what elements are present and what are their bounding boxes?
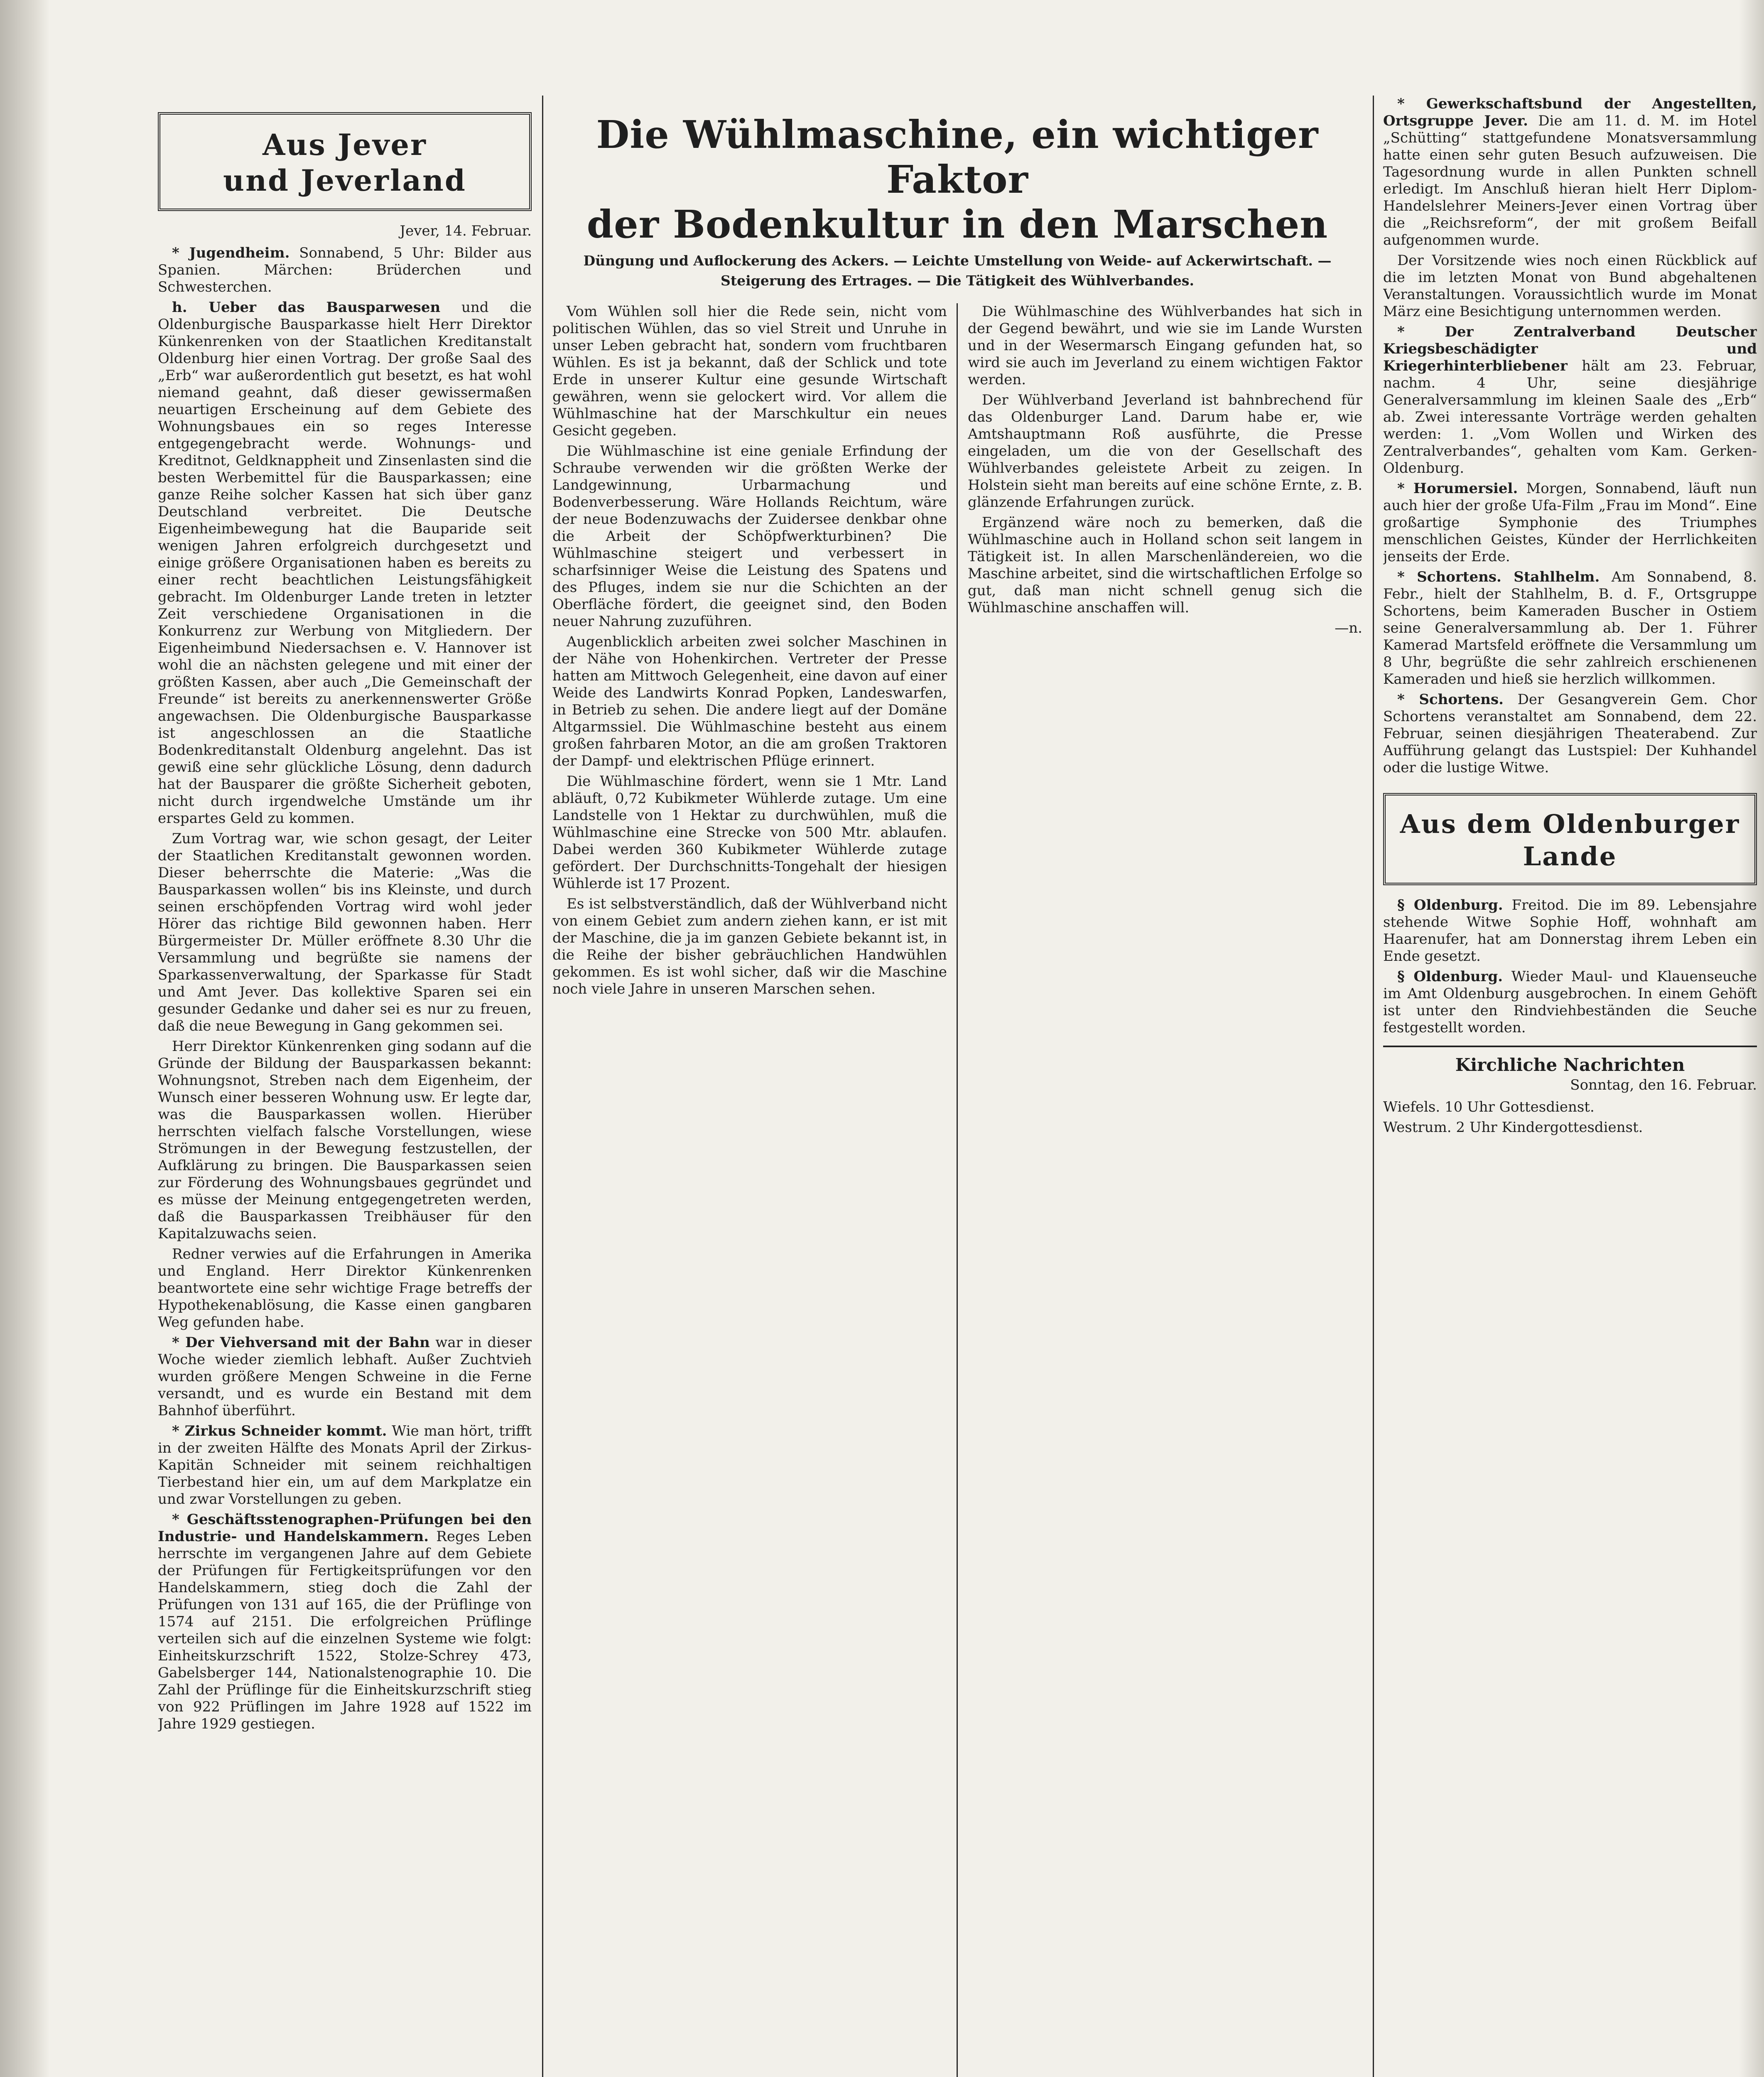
article-bausparwesen [158, 299, 532, 827]
article-subcolumn-left [552, 303, 947, 2077]
article-paragraph: Die Wühlmaschine des Wühlverbandes hat sich in der Gegend bewährt, und wie sie im Lande Wursten und in der Wesermarsch Eingang gefunden hat, so wird sie auch im Jeverland zu einem wichtigen Faktor werden. [968, 303, 1362, 388]
article-oldenburg-freitod [1383, 897, 1757, 965]
church-news-item: Wiefels. 10 Uhr Gottesdienst. [1383, 1099, 1595, 1115]
article-body: Wieder Maul- und Klauenseuche im Amt Oldenburg ausgebrochen. In einem Gehöft ist unter den Rindviehbeständen die Seuche festgestellt worden. [1383, 968, 1757, 1036]
center-article [552, 96, 1362, 2077]
dateline: Jever, 14. Februar. [400, 223, 532, 239]
article-lead: § Oldenburg. [1397, 968, 1503, 985]
section-banner-jever [158, 112, 532, 211]
article-schortens-stahlhelm [1383, 569, 1757, 688]
article-kriegsbeschaedigte [1383, 324, 1757, 477]
article-body: Der Gesangverein Gem. Chor Schortens veranstaltet am Sonnabend, dem 22. Februar, seinen diesjährigen Theaterabend. Zur Aufführung gelangt das Lustspiel: Der Kuhhandel oder die lustige Witwe. [1383, 691, 1757, 776]
column-rule [957, 303, 958, 2077]
article-body: Morgen, Sonnabend, läuft nun auch hier der große Ufa-Film „Frau im Mond“. Eine großartige Symphonie des Triumphes menschlichen Geistes, Künder der Herrlichkeiten jenseits der Erde. [1383, 480, 1757, 565]
article-paragraph: Die Wühlmaschine ist eine geniale Erfindung der Schraube verwenden wir die größten Werke der Landgewinnung, Urbarmachung und Bodenverbesserung. Wäre Hollands Reichtum, wäre der neue Bodenzuwachs der Zuidersee denkbar ohne die Arbeit der Schöpfwerkturbinen? Die Wühlmaschine steigert und verbessert in scharfsinniger Weise die Leistung des Spatens und des Pfluges, indem sie nur die Schichten an der Oberfläche fördert, die geeignet sind, den Boden neuer Nahrung zuzuführen. [552, 443, 947, 630]
article-lead: § Oldenburg. [1397, 897, 1503, 913]
article-jugendheim [158, 245, 532, 296]
article-paragraph: Der Wühlverband Jeverland ist bahnbrechend für das Oldenburger Land. Darum habe er, wie Amtshauptmann Roß ausführte, die Presse eingeladen, um die von der Gesellschaft des Wühlverbandes geleistete Arbeit zu zeigen. In Holstein sieht man bereits auf eine schöne Ernte, z. B. glänzende Erfahrungen zurück. [968, 392, 1362, 511]
article-columns [552, 303, 1362, 2077]
left-column [158, 96, 532, 2077]
article-body: Am Sonnabend, 8. Febr., hielt der Stahlhelm, B. d. F., Ortsgruppe Schortens, beim Kameraden Buscher in Ostiem seine Generalversammlung ab. Der 1. Führer Kamerad Martsfeld eröffnete die Versammlung um 8 Uhr, begrüßte die sehr zahlreich erschienenen Kameraden und hieß sie herzlich willkommen. [1383, 569, 1757, 687]
headline-line-2: der Bodenkultur in den Marschen [586, 202, 1328, 247]
article-schortens-gesang [1383, 691, 1757, 776]
article-paragraph: Vom Wühlen soll hier die Rede sein, nicht vom politischen Wühlen, das so viel Streit und Unruhe in unser Leben gebracht hat, sondern vom fruchtbaren Wühlen. Es ist ja bekannt, daß der Schlick und tote Erde in unserer Kultur eine gesunde Wirtschaft gewähren, wenn sie gelockert wird. Vor allem die Wühlmaschine hat der Marschkultur ein neues Gesicht gegeben. [552, 303, 947, 439]
article-lead: * Geschäftsstenographen-Prüfungen bei den Industrie- und Handelskammern. [158, 1511, 532, 1545]
article-body: Die am 11. d. M. im Hotel „Schütting“ stattgefundene Monatsversammlung hatte einen sehr guten Besuch aufzuweisen. Die Tagesordnung wurde in allen Punkten schnell erledigt. Im Anschluß hieran hielt Herr Diplom-Handelslehrer Meiners-Jever einen Vortrag über die „Reichsreform“, der mit großem Beifall aufgenommen wurde. [1383, 113, 1757, 248]
section-banner-oldenburg [1383, 793, 1757, 885]
article-paragraph: Augenblicklich arbeiten zwei solcher Maschinen in der Nähe von Hohenkirchen. Vertreter der Presse hatten am Mittwoch Gelegenheit, eine davon auf einer Weide des Landwirts Konrad Popken, Landeswarfen, in Betrieb zu sehen. Die andere liegt auf der Domäne Altgarmssiel. Die Wühlmaschine besteht aus einem großen fahrbaren Motor, an die am großen Traktoren der Dampf- und elektrischen Pflüge erinnert. [552, 633, 947, 769]
article-lead: * Schortens. Stahlhelm. [1397, 569, 1600, 585]
church-news-date: Sonntag, den 16. Februar. [1570, 1077, 1757, 1093]
article-headline [552, 112, 1362, 247]
article-lead: * Der Zentralverband Deutscher Kriegsbeschädigter und Kriegerhinterbliebener [1383, 324, 1757, 374]
article-stenographen [158, 1511, 532, 1733]
section-divider [1383, 1046, 1757, 1047]
article-body: Sonnabend, 5 Uhr: Bilder aus Spanien. Märchen: Brüderchen und Schwesterchen. [158, 245, 532, 295]
article-oldenburg-seuche [1383, 968, 1757, 1036]
article-signature: —n. [1335, 620, 1362, 636]
article-paragraph: Der Vorsitzende wies noch einen Rückblick auf die im letzten Monat von Bund abgehaltenen Veranstaltungen. Voraussichtlich wurde im Monat März eine Besichtigung unternommen werden. [1383, 252, 1757, 320]
article-horumersiel [1383, 480, 1757, 565]
banner-line-1: Aus Jever [263, 128, 427, 162]
newspaper-page [158, 96, 1761, 2077]
article-lead: * Schortens. [1397, 691, 1504, 708]
article-zirkus [158, 1423, 532, 1508]
article-lead: * Gewerkschaftsbund der Angestellten, Ortsgruppe Jever. [1383, 96, 1757, 129]
banner-line-2: und Jeverland [223, 163, 466, 198]
headline-line-1: Die Wühlmaschine, ein wichtiger Faktor [596, 112, 1319, 202]
article-subcolumn-right [968, 303, 1362, 2077]
scan-edge-left [0, 0, 50, 2077]
article-lead: * Der Viehversand mit der Bahn [172, 1334, 430, 1351]
article-body: Wie man hört, trifft in der zweiten Hälfte des Monats April der Zirkus-Kapitän Schneider mit seinem reichhaltigen Tierbestand hier ein, um auf dem Markplatze ein und zwar Vorstellungen zu geben. [158, 1423, 532, 1507]
article-paragraph: Zum Vortrag war, wie schon gesagt, der Leiter der Staatlichen Kreditanstalt gewonnen worden. Dieser beherrschte die Materie: „Was die Bausparkassen wollen“ bis ins Kleinste, und durch seinen erschöpfenden Vortrag wird wohl jeder Hörer das richtige Bild gewonnen haben. Herr Bürgermeister Dr. Müller eröffnete 8.30 Uhr die Versammlung und begrüßte sie namens der Sparkassenverwaltung, der Sparkasse für Stadt und Amt Jever. Das kollektive Sparen sei ein gesunder Gedanke und daher sei es nur zu freuen, daß die neue Bewegung in Gang gekommen sei. [158, 830, 532, 1034]
article-gewerkschaft [1383, 96, 1757, 249]
article-paragraph: Die Wühlmaschine fördert, wenn sie 1 Mtr. Land abläuft, 0,72 Kubikmeter Wühlerde zutage. Um eine Landstelle von 1 Hektar zu durchwühlen, muß die Wühlmaschine eine Strecke von 500 Mtr. ablaufen. Dabei werden 360 Kubikmeter Wühlerde zutage gefördert. Der Durchschnitts-Tongehalt der hiesigen Wühlerde ist 17 Prozent. [552, 773, 947, 892]
article-body: Freitod. Die im 89. Lebensjahre stehende Witwe Sophie Hoff, wohnhaft am Haarenufer, hat am Donnerstag ihrem Leben ein Ende gesetzt. [1383, 897, 1757, 965]
church-news-item: Westrum. 2 Uhr Kindergottesdienst. [1383, 1119, 1643, 1136]
article-paragraph: Redner verwies auf die Erfahrungen in Amerika und England. Herr Direktor Künkenrenken beantwortete eine sehr wichtige Frage betreffs der Hypothekenablösung, die Kasse einen gangbaren Weg gefunden habe. [158, 1246, 532, 1331]
banner-line-2: Lande [1523, 841, 1617, 872]
article-lead: * Horumersiel. [1397, 480, 1518, 497]
article-body: und die Oldenburgische Bausparkasse hielt Herr Direktor Künkenrenken von der Staatlichen Kreditanstalt Oldenburg hier einen Vortrag. Der große Saal des „Erb“ war außerordentlich gut besetzt, es hat wohl niemand geahnt, daß dieser gewissermaßen neuartigen Erscheinung auf dem Gebiete des Wohnungsbaues ein so reges Interesse entgegengebracht werde. Wohnungs- und Kreditnot, Geldknappheit und Zinsenlasten sind die besten Werbemittel für die Bausparkassen; eine ganze Reihe solcher Kassen hat sich über ganz Deutschland verbreitet. Die Deutsche Eigenheimbewegung hat die Bauparide seit wenigen Jahren erfolgreich durchgesetzt und einige größere Organisationen haben es bereits zu einer recht beachtlichen Leistungsfähigkeit gebracht. Im Oldenburger Lande treten in letzter Zeit verschiedene Organisationen in die Konkurrenz zur Werbung von Mitgliedern. Der Eigenheimbund Niedersachsen e. V. Hannover ist wohl die an nächsten gelegene und mit einer der größten Kassen, aber auch „Die Gemeinschaft der Freunde“ ist bereits zu anerkennenswerter Größe angewachsen. Die Oldenburgische Bausparkasse ist angeschlossen an die Staatliche Bodenkreditanstalt Oldenburg angelehnt. Das ist gewiß eine sehr glückliche Lösung, denn dadurch hat der Bausparer die größte Sicherheit geboten, nicht durch irgendwelche Umstände um ihr erspartes Geld zu kommen. [158, 299, 532, 827]
column-rule [1373, 96, 1374, 2077]
article-body: Reges Leben herrschte im vergangenen Jahre auf dem Gebiete der Prüfungen für Fertigkeitsprüfungen vor den Handelskammern, stieg doch die Zahl der Prüfungen von 131 auf 165, die der Prüflinge von 1574 auf 2151. Die erfolgreichen Prüflinge verteilen sich auf die einzelnen Systeme wie folgt: Einheitskurzschrift 1522, Stolze-Schrey 473, Gabelsberger 144, Nationalstenographie 10. Die Zahl der Prüflinge für die Einheitskurzschrift stieg von 922 Prüflingen im Jahre 1928 auf 1522 im Jahre 1929 gestiegen. [158, 1528, 532, 1732]
article-paragraph: Herr Direktor Künkenrenken ging sodann auf die Gründe der Bildung der Bausparkassen bekannt: Wohnungsnot, Streben nach dem Eigenheim, der Wunsch einer besseren Wohnung usw. Er legte dar, was die Bausparkassen wollen. Hierüber herrschten vielfach falsche Vorstellungen, wiese Strömungen in der Bewegung festzustellen, der Aufklärung zu bringen. Die Bausparkassen seien zur Förderung des Wohnungsbaues gegründet und es müsse der Meinung entgegengetreten werden, daß die Bausparkassen Treibhäuser für den Kapitalzuwachs seien. [158, 1038, 532, 1242]
banner-line-1: Aus dem Oldenburger [1400, 809, 1740, 839]
article-subheading: Düngung und Auflockerung des Ackers. — Leichte Umstellung von Weide- auf Ackerwirtschaft. — Steigerung des Ertrages. — Die Tätigkeit des Wühlverbandes. [583, 253, 1332, 289]
article-body: war in dieser Woche wieder ziemlich lebhaft. Außer Zuchtvieh wurden größere Mengen Schweine in die Ferne versandt, und es wurde ein Bestand mit dem Bahnhof überführt. [158, 1334, 532, 1419]
right-column [1383, 96, 1757, 2077]
column-rule [542, 96, 543, 2077]
article-lead: * Jugendheim. [172, 245, 290, 261]
article-viehversand [158, 1334, 532, 1419]
article-paragraph: Ergänzend wäre noch zu bemerken, daß die Wühlmaschine auch in Holland schon seit langem in Tätigkeit ist. In allen Marschenländereien, wo die Maschine arbeitet, sind die wirtschaftlichen Erfolge so gut, daß man nicht schnell genug sich die Wühlmaschine anschaffen will. [968, 514, 1362, 616]
article-body: hält am 23. Februar, nachm. 4 Uhr, seine diesjährige Generalversammlung im kleinen Saale des „Erb“ ab. Zwei interessante Vorträge werden gehalten werden: 1. „Vom Wollen und Wirken des Zentralverbandes“, gehalten vom Kam. Gerken-Oldenburg. [1383, 358, 1757, 476]
article-lead: h. Ueber das Bausparwesen [172, 299, 441, 316]
article-paragraph: Es ist selbstverständlich, daß der Wühlverband nicht von einem Gebiet zum andern ziehen kann, er ist mit der Maschine, die ja im ganzen Gebiete bekannt ist, in die Reihe der bisher gebräuchlichen Handwühlen gekommen. Es ist wohl sicher, daß wir die Maschine noch viele Jahre in unseren Marschen sehen. [552, 896, 947, 997]
article-lead: * Zirkus Schneider kommt. [172, 1423, 387, 1439]
church-news-heading: Kirchliche Nachrichten [1455, 1055, 1685, 1075]
